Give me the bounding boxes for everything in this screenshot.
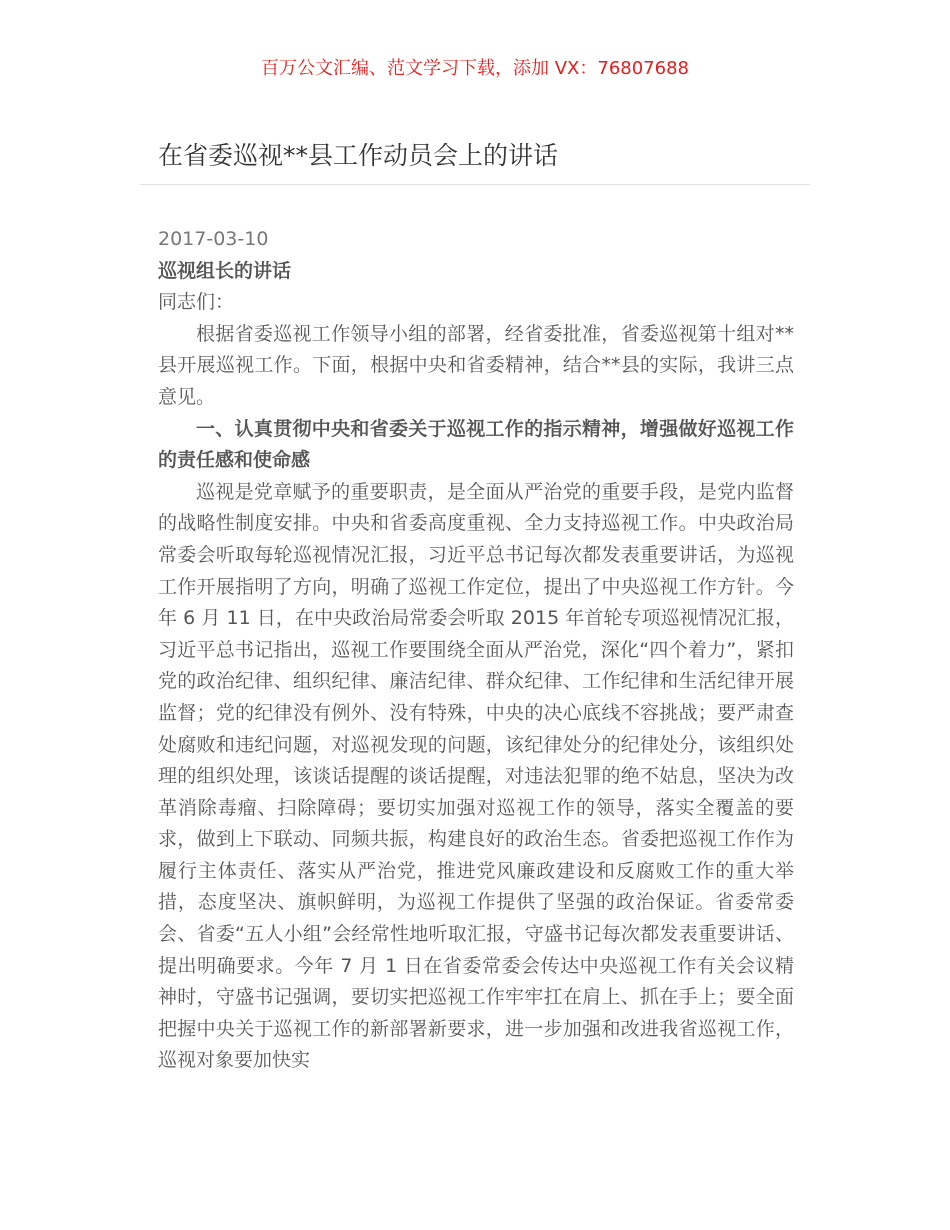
paragraph-section-1: 巡视是党章赋予的重要职责，是全面从严治党的重要手段，是党内监督的战略性制度安排。中央和省委高度重视、全力支持巡视工作。中央政治局常委会听取每轮巡视情况汇报，习近平总书记每次都发表重要讲话，为巡视工作开展指明了方向，明确了巡视工作定位，提出了中央巡视工作方针。今年 6 月 11 日，在中央政治局常委会听取 2015 年首轮专项巡视情况汇报，习近平总书记指出，巡视工作要围绕全面从严治党，深化“四个着力”，紧扣党的政治纪律、组织纪律、廉洁纪律、群众纪律、工作纪律和生活纪律开展监督；党的纪律没有例外、没有特殊，中央的决心底线不容挑战；要严肃查处腐败和违纪问题，对巡视发现的问题，该纪律处分的纪律处分，该组织处理的组织处理，该谈话提醒的谈话提醒，对违法犯罪的绝不姑息，坚决为改革消除毒瘤、扫除障碍；要切实加强对巡视工作的领导，落实全覆盖的要求，做到上下联动、同频共振，构建良好的政治生态。省委把巡视工作作为履行主体责任、落实从严治党，推进党风廉政建设和反腐败工作的重大举措，态度坚决、旗帜鲜明，为巡视工作提供了坚强的政治保证。省委常委会、省委“五人小组”会经常性地听取汇报，守盛书记每次都发表重要讲话、提出明确要求。今年 7 月 1 日在省委常委会传达中央巡视工作有关会议精神时，守盛书记强调，要切实把巡视工作牢牢扛在肩上、抓在手上；要全面把握中央关于巡视工作的新部署新要求，进一步加强和改进我省巡视工作，巡视对象要加快实	[158, 480, 794, 1072]
article-body	[158, 224, 794, 1077]
salutation: 同志们：	[158, 291, 235, 314]
section-heading-1: 一、认真贯彻中央和省委关于巡视工作的指示精神，增强做好巡视工作的责任感和使命感	[158, 417, 794, 472]
article-title: 在省委巡视**县工作动员会上的讲话	[158, 141, 559, 170]
article-subtitle: 巡视组长的讲话	[158, 259, 292, 282]
promo-banner: 百万公文汇编、范文学习下载，添加 VX：76807688	[261, 58, 689, 79]
paragraph-intro: 根据省委巡视工作领导小组的部署，经省委批准，省委巡视第十组对**县开展巡视工作。下面，根据中央和省委精神，结合**县的实际，我讲三点意见。	[158, 322, 794, 408]
title-divider	[140, 184, 810, 185]
publish-date: 2017-03-10	[158, 228, 269, 250]
